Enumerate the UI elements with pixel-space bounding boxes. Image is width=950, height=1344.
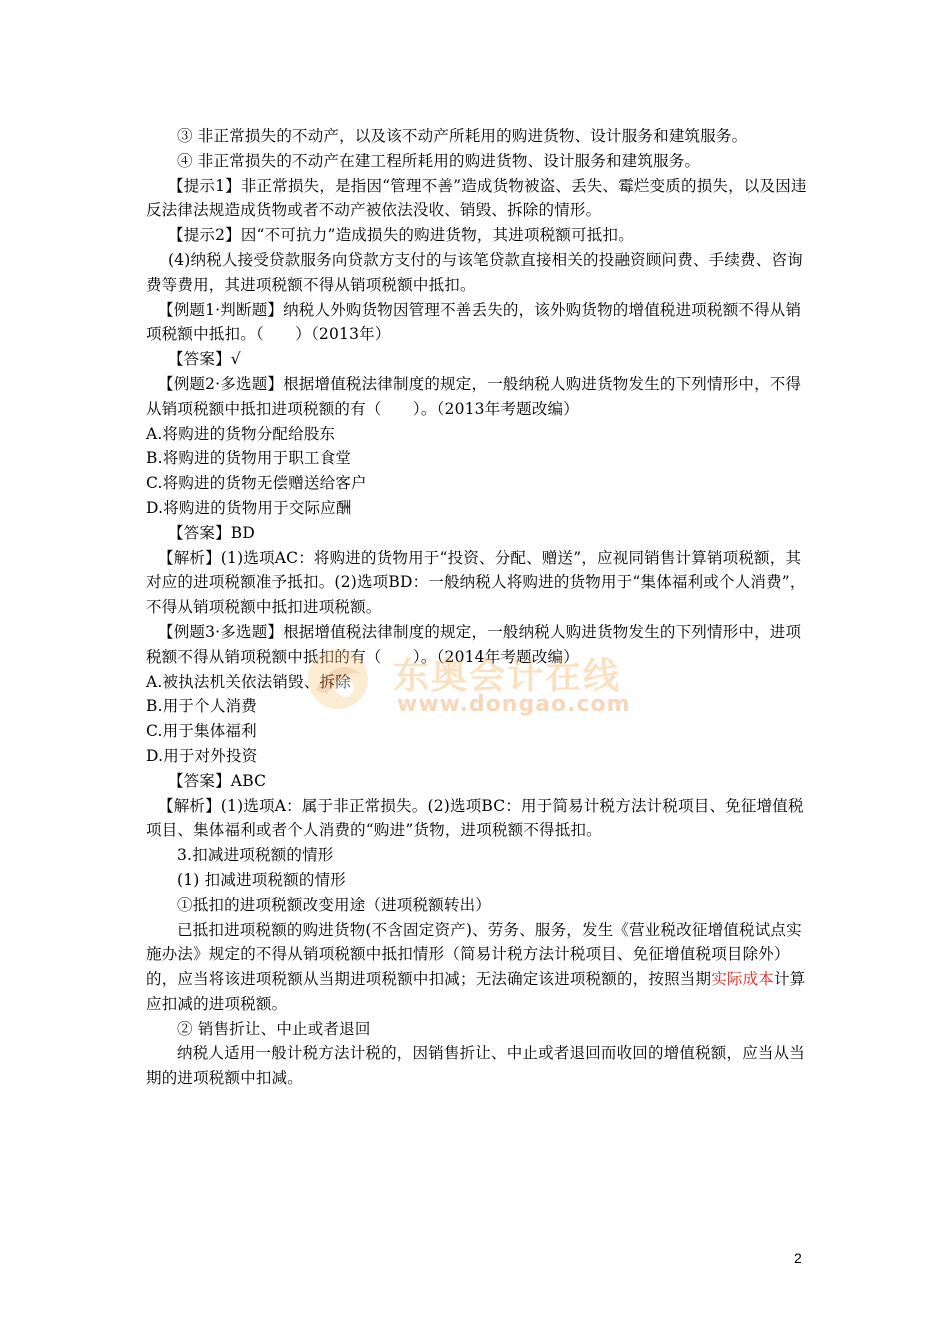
paragraph: 【例题3·多选题】根据增值税法律制度的规定，一般纳税人购进货物发生的下列情形中，进项税额不得从销项税额中抵扣的有（ ）。（2014年考题改编） bbox=[146, 622, 802, 666]
paragraph: 【例题2·多选题】根据增值税法律制度的规定，一般纳税人购进货物发生的下列情形中，不得从销项税额中抵扣进项税额的有（ ）。（2013年考题改编） bbox=[146, 374, 802, 418]
paragraph: ①抵扣的进项税额改变用途（进项税额转出） bbox=[177, 895, 492, 914]
paragraph: D.用于对外投资 bbox=[146, 746, 258, 765]
paragraph-with-highlight bbox=[146, 918, 814, 1017]
paragraph: ④ 非正常损失的不动产在建工程所耗用的购进货物、设计服务和建筑服务。 bbox=[177, 151, 701, 170]
paragraph-text: 已抵扣进项税额的购进货物(不含固定资产)、劳务、服务，发生《营业税改征增值税试点实施办法》规定的不得从销项税额中抵扣情形（简易计税方法计税项目、免征增值税项目除外）的，应当将该进项税额从当期进项税额中扣减；无法确定该进项税额的，按照当期 bbox=[146, 920, 802, 989]
paragraph: (1) 扣减进项税额的情形 bbox=[177, 870, 346, 889]
paragraph: 【提示2】因“不可抗力”造成损失的购进货物，其进项税额可抵扣。 bbox=[168, 226, 634, 245]
highlighted-term: 实际成本 bbox=[711, 970, 775, 989]
paragraph: 纳税人适用一般计税方法计税的，因销售折让、中止或者退回而收回的增值税额，应当从当期的进项税额中扣减。 bbox=[146, 1044, 806, 1088]
watermark-brand: 东奥会计在线 bbox=[393, 656, 622, 697]
paragraph: ③ 非正常损失的不动产，以及该不动产所耗用的购进货物、设计服务和建筑服务。 bbox=[177, 127, 748, 145]
paragraph: ② 销售折让、中止或者退回 bbox=[177, 1019, 371, 1038]
paragraph: 【解析】(1)选项A：属于非正常损失。(2)选项BC：用于简易计税方法计税项目、免征增值税项目、集体福利或者个人消费的“购进”货物，进项税额不得抵扣。 bbox=[146, 796, 804, 840]
document-body bbox=[146, 124, 814, 1091]
watermark-url: www.dongao.com bbox=[397, 692, 631, 717]
paragraph: A.被执法机关依法销毁、拆除 bbox=[146, 672, 351, 691]
paragraph: 【解析】(1)选项AC：将购进的货物用于“投资、分配、赠送”，应视同销售计算销项税额，其对应的进项税额准予抵扣。(2)选项BD：一般纳税人将购进的货物用于“集体福利或个人消费”，不得从销项税额中抵扣进项税额。 bbox=[146, 548, 806, 617]
paragraph: 【例题1·判断题】纳税人外购货物因管理不善丢失的，该外购货物的增值税进项税额不得从销项税额中抵扣。（ ）（2013年） bbox=[146, 300, 802, 344]
page-number: 2 bbox=[794, 1250, 802, 1266]
paragraph: B.将购进的货物用于职工食堂 bbox=[146, 449, 352, 468]
paragraph: 【答案】√ bbox=[168, 350, 241, 369]
paragraph: 3.扣减进项税额的情形 bbox=[177, 846, 334, 865]
paragraph: D.将购进的货物用于交际应酬 bbox=[146, 498, 352, 517]
paragraph-text: 计算应扣减的进项税额。 bbox=[146, 970, 806, 1013]
paragraph: (4)纳税人接受贷款服务向贷款方支付的与该笔贷款直接相关的投融资顾问费、手续费、咨询费等费用，其进项税额不得从销项税额中抵扣。 bbox=[146, 250, 803, 294]
paragraph: 【答案】BD bbox=[168, 523, 256, 542]
paragraph: A.将购进的货物分配给股东 bbox=[146, 424, 336, 443]
paragraph: B.用于个人消费 bbox=[146, 697, 257, 716]
paragraph: 【答案】ABC bbox=[168, 771, 267, 790]
paragraph: 【提示1】非正常损失，是指因“管理不善”造成货物被盗、丢失、霉烂变质的损失，以及因违反法律法规造成货物或者不动产被依法没收、销毁、拆除的情形。 bbox=[146, 176, 807, 220]
paragraph: C.将购进的货物无偿赠送给客户 bbox=[146, 474, 367, 493]
paragraph: C.用于集体福利 bbox=[146, 722, 257, 741]
